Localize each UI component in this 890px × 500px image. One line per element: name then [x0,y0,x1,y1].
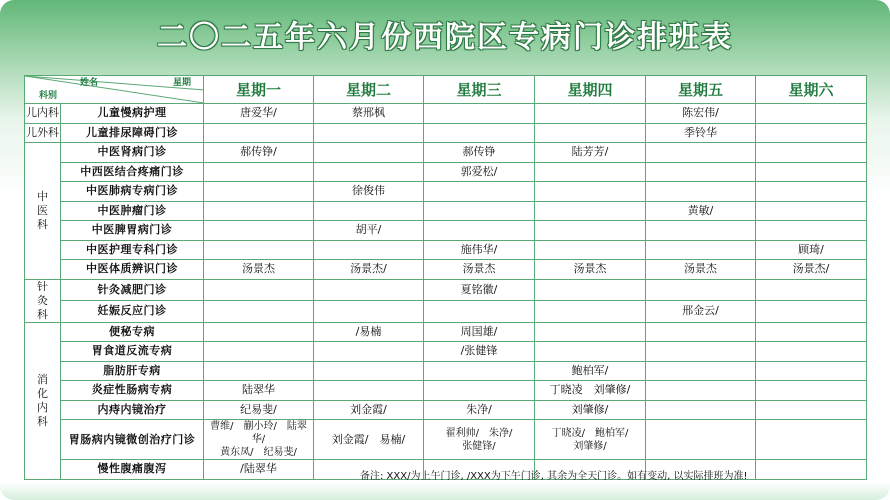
corner-name-label: 姓名 [80,78,99,88]
doctor-cell: 陆芳芳/ [535,143,646,163]
doctor-cell [756,104,867,124]
clinic-name-cell: 炎症性肠病专病 [61,381,204,401]
doctor-cell [756,162,867,182]
doctor-cell [535,182,646,202]
doctor-cell [756,342,867,362]
day-header: 星期二 [314,76,424,104]
doctor-cell: 邢金云/ [646,301,756,323]
doctor-cell [204,322,314,342]
header-corner [25,76,204,104]
doctor-cell [314,123,424,143]
page-title: 二〇二五年六月份西院区专病门诊排班表 [157,20,733,55]
doctor-cell: 汤景杰/ [756,260,867,280]
clinic-name-cell: 中西医结合疼痛门诊 [61,162,204,182]
table-row [25,361,867,381]
clinic-name-cell: 慢性腹痛腹泻 [61,460,204,480]
doctor-cell [535,301,646,323]
doctor-cell [204,342,314,362]
table-row [25,104,867,124]
department-cell: 儿内科 [25,104,61,124]
doctor-cell: 汤景杰 [424,260,535,280]
doctor-cell [424,361,535,381]
doctor-cell: 丁晓凌 刘肇修/ [535,381,646,401]
doctor-cell [646,240,756,260]
table-row [25,162,867,182]
doctor-cell [424,301,535,323]
doctor-cell [756,420,867,460]
doctor-cell [424,221,535,241]
table-row [25,301,867,323]
doctor-cell: 刘金霞/ 易楠/ [314,420,424,460]
doctor-cell: 汤景杰 [204,260,314,280]
doctor-cell: 汤景杰 [646,260,756,280]
footer-band [0,482,890,500]
clinic-name-cell: 便秘专病 [61,322,204,342]
table-row [25,123,867,143]
doctor-cell: 郝传铮 [424,143,535,163]
doctor-cell [424,123,535,143]
doctor-cell [646,182,756,202]
doctor-cell [314,279,424,301]
doctor-cell [314,361,424,381]
table-row [25,221,867,241]
doctor-cell [424,201,535,221]
doctor-cell [756,322,867,342]
doctor-cell: /易楠 [314,322,424,342]
header-row [25,76,867,104]
day-header: 星期一 [204,76,314,104]
table-row [25,201,867,221]
doctor-cell: 陆翠华 [204,381,314,401]
doctor-cell: /陆翠华 [204,460,314,480]
doctor-cell: 刘金霞/ [314,400,424,420]
doctor-cell: 顾琦/ [756,240,867,260]
day-header: 星期三 [424,76,535,104]
doctor-cell [204,201,314,221]
doctor-cell [756,143,867,163]
doctor-cell [646,221,756,241]
clinic-name-cell: 胃食道反流专病 [61,342,204,362]
table-row [25,322,867,342]
clinic-name-cell: 针灸减肥门诊 [61,279,204,301]
doctor-cell [535,221,646,241]
table-row [25,240,867,260]
doctor-cell [314,342,424,362]
doctor-cell [535,322,646,342]
doctor-cell: 丁晓凌/ 鲍柏军/ 刘肇修/ [535,420,646,460]
doctor-cell: 纪易斐/ [204,400,314,420]
doctor-cell [756,279,867,301]
day-header: 星期四 [535,76,646,104]
table-row [25,182,867,202]
table-row [25,260,867,280]
doctor-cell [204,301,314,323]
schedule-body [25,104,867,480]
doctor-cell: 汤景杰/ [314,260,424,280]
doctor-cell [756,182,867,202]
department-cell: 儿外科 [25,123,61,143]
doctor-cell [535,201,646,221]
doctor-cell: 陈宏伟/ [646,104,756,124]
doctor-cell: 刘肇修/ [535,400,646,420]
doctor-cell [424,182,535,202]
doctor-cell [646,361,756,381]
clinic-name-cell: 中医体质辨识门诊 [61,260,204,280]
doctor-cell [756,361,867,381]
doctor-cell [314,143,424,163]
doctor-cell: 郝传铮/ [204,143,314,163]
doctor-cell [314,201,424,221]
doctor-cell [756,201,867,221]
corner-day-label: 星期 [173,78,192,88]
day-header: 星期六 [756,76,867,104]
doctor-cell [756,301,867,323]
table-row [25,420,867,460]
table-row [25,279,867,301]
table-row [25,400,867,420]
doctor-cell [204,279,314,301]
doctor-cell [314,381,424,401]
doctor-cell [535,162,646,182]
doctor-cell [535,123,646,143]
doctor-cell [535,240,646,260]
doctor-cell: 唐爱华/ [204,104,314,124]
doctor-cell: 鲍柏军/ [535,361,646,381]
doctor-cell [314,162,424,182]
doctor-cell [424,104,535,124]
doctor-cell [204,182,314,202]
doctor-cell [204,123,314,143]
doctor-cell [424,381,535,401]
doctor-cell [204,240,314,260]
clinic-name-cell: 儿童排尿障碍门诊 [61,123,204,143]
doctor-cell: 汤景杰 [535,260,646,280]
doctor-cell [646,279,756,301]
doctor-cell [314,301,424,323]
doctor-cell [646,143,756,163]
doctor-cell: 曹维/ 蒯小玲/ 陆翠华/ 黄东凤/ 纪易斐/ [204,420,314,460]
doctor-cell: 周国雄/ [424,322,535,342]
department-cell: 针灸科 [25,279,61,322]
table-row [25,342,867,362]
doctor-cell: 胡平/ [314,221,424,241]
clinic-name-cell: 中医肺病专病门诊 [61,182,204,202]
doctor-cell [646,162,756,182]
doctor-cell [646,400,756,420]
clinic-name-cell: 儿童慢病护理 [61,104,204,124]
table-row [25,143,867,163]
doctor-cell: 郭爱松/ [424,162,535,182]
clinic-name-cell: 中医肿瘤门诊 [61,201,204,221]
doctor-cell [535,342,646,362]
doctor-cell: 黄敏/ [646,201,756,221]
doctor-cell [535,104,646,124]
table-row [25,381,867,401]
doctor-cell: 施伟华/ [424,240,535,260]
doctor-cell [646,322,756,342]
clinic-name-cell: 胃肠病内镜微创治疗门诊 [61,420,204,460]
doctor-cell: 翟利帅/ 朱净/ 张健锋/ [424,420,535,460]
clinic-name-cell: 中医护理专科门诊 [61,240,204,260]
doctor-cell: 朱净/ [424,400,535,420]
day-header: 星期五 [646,76,756,104]
department-cell: 中医科 [25,143,61,280]
footnote: 备注: XXX/为上午门诊, /XXX为下午门诊, 其余为全天门诊。如有变动, 以实际排班为准! [360,471,748,482]
schedule-table [24,75,867,480]
doctor-cell [204,221,314,241]
doctor-cell: 徐俊伟 [314,182,424,202]
doctor-cell: 夏铭徽/ [424,279,535,301]
doctor-cell [204,361,314,381]
doctor-cell [204,162,314,182]
doctor-cell [756,123,867,143]
clinic-name-cell: 妊娠反应门诊 [61,301,204,323]
doctor-cell: /张健锋 [424,342,535,362]
clinic-name-cell: 中医肾病门诊 [61,143,204,163]
doctor-cell [646,420,756,460]
clinic-name-cell: 内痔内镜治疗 [61,400,204,420]
corner-dept-label: 科别 [39,91,58,101]
department-cell: 消化内科 [25,322,61,479]
doctor-cell: 季铃华 [646,123,756,143]
doctor-cell [756,400,867,420]
clinic-name-cell: 中医脾胃病门诊 [61,221,204,241]
doctor-cell [314,240,424,260]
doctor-cell [756,381,867,401]
doctor-cell [646,342,756,362]
doctor-cell: 蔡邢枫 [314,104,424,124]
doctor-cell [535,279,646,301]
clinic-name-cell: 脂肪肝专病 [61,361,204,381]
doctor-cell [646,381,756,401]
doctor-cell [756,221,867,241]
